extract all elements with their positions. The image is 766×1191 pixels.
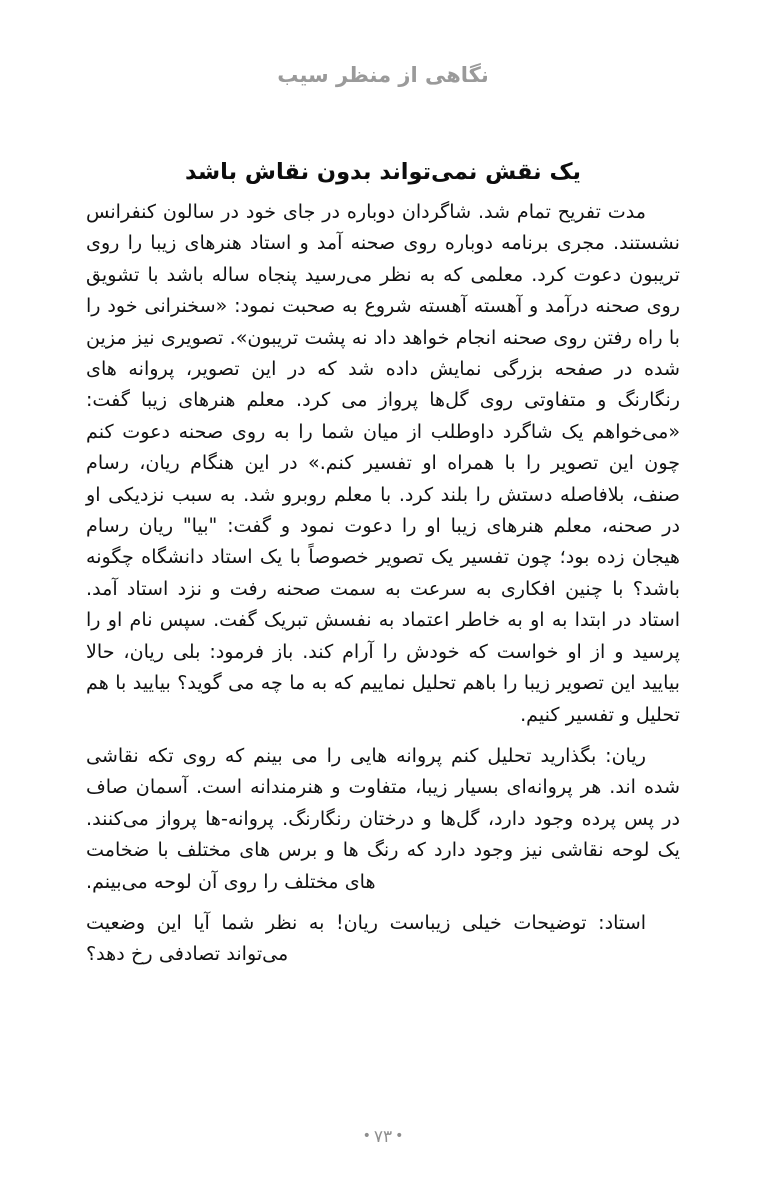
folio-right-dot: •: [362, 1128, 371, 1144]
body-text-block: [86, 196, 680, 972]
running-header: نگاهی از منظر سیب: [277, 63, 489, 87]
paragraph-2: ریان: بگذارید تحلیل کنم پروانه هایی را می بینم که روی تکه نقاشی شده اند. هر پروانه‌ای بسیار زیبا، متفاوت و هنرمندانه است. آسمان صاف در پس پرده وجود دارد، گل‌ها و درختان رنگارنگ. پروانه-ها پرواز می‌کنند. یک لوحه نقاشی نیز وجود دارد که رنگ ها و برس های مختلف با ضخامت های مختلف را روی آن لوحه می‌بینم.: [86, 743, 680, 893]
page-title: یک نقش نمی‌تواند بدون نقاش باشد: [185, 159, 581, 186]
folio-number: ۷۳: [373, 1127, 393, 1147]
folio-left-dot: •: [395, 1128, 404, 1144]
page-folio: [0, 1127, 766, 1147]
paragraph-3: استاد: توضیحات خیلی زیباست ریان! به نظر شما آیا این وضعیت می‌تواند تصادفی رخ دهد؟: [86, 910, 646, 966]
paragraph-1: مدت تفریح تمام شد. شاگردان دوباره در جای خود در سالون کنفرانس نشستند. مجری برنامه دوباره روی صحنه آمد و استاد هنرهای زیبا را روی تریبون دعوت کرد. معلمی که به نظر می‌رسید پنجاه ساله باشد با تشویق روی صحنه درآمد و آهسته آهسته شروع به صحبت نمود: «سخنرانی خود را با راه رفتن روی صحنه انجام خواهد داد نه پشت تریبون». تصویری نیز مزین شده در صفحه بزرگی نمایش داده شد که در این تصویر، پروانه های رنگارنگ و متفاوتی روی گل‌ها پرواز می کرد. معلم هنرهای زیبا گفت: «می‌خواهم یک شاگرد داوطلب از میان شما را به روی صحنه دعوت کنم چون این تصویر را با همراه او تفسیر کنم.» در این هنگام ریان، رسام صنف، بلافاصله دستش را بلند کرد. با معلم روبرو شد. به سبب نزدیکی او در صحنه، معلم هنرهای زیبا او را دعوت نمود و گفت: "بیا" ریان رسام هیجان زده بود؛ چون تفسیر یک تصویر خصوصاً با یک استاد دانشگاه چگونه باشد؟ با چنین افکاری به سرعت به سمت صحنه رفت و نزد استاد آمد. استاد در ابتدا به او به خاطر اعتماد به نفسش تبریک گفت. سپس نام او را پرسید و از او خواست که خودش را آرام کند. باز فرمود: بلی ریان، حالا بیایید این تصویر زیبا را باهم تحلیل نماییم که به ما چه می گوید؟ بیایید با هم تحلیل و تفسیر کنیم.: [86, 200, 680, 726]
